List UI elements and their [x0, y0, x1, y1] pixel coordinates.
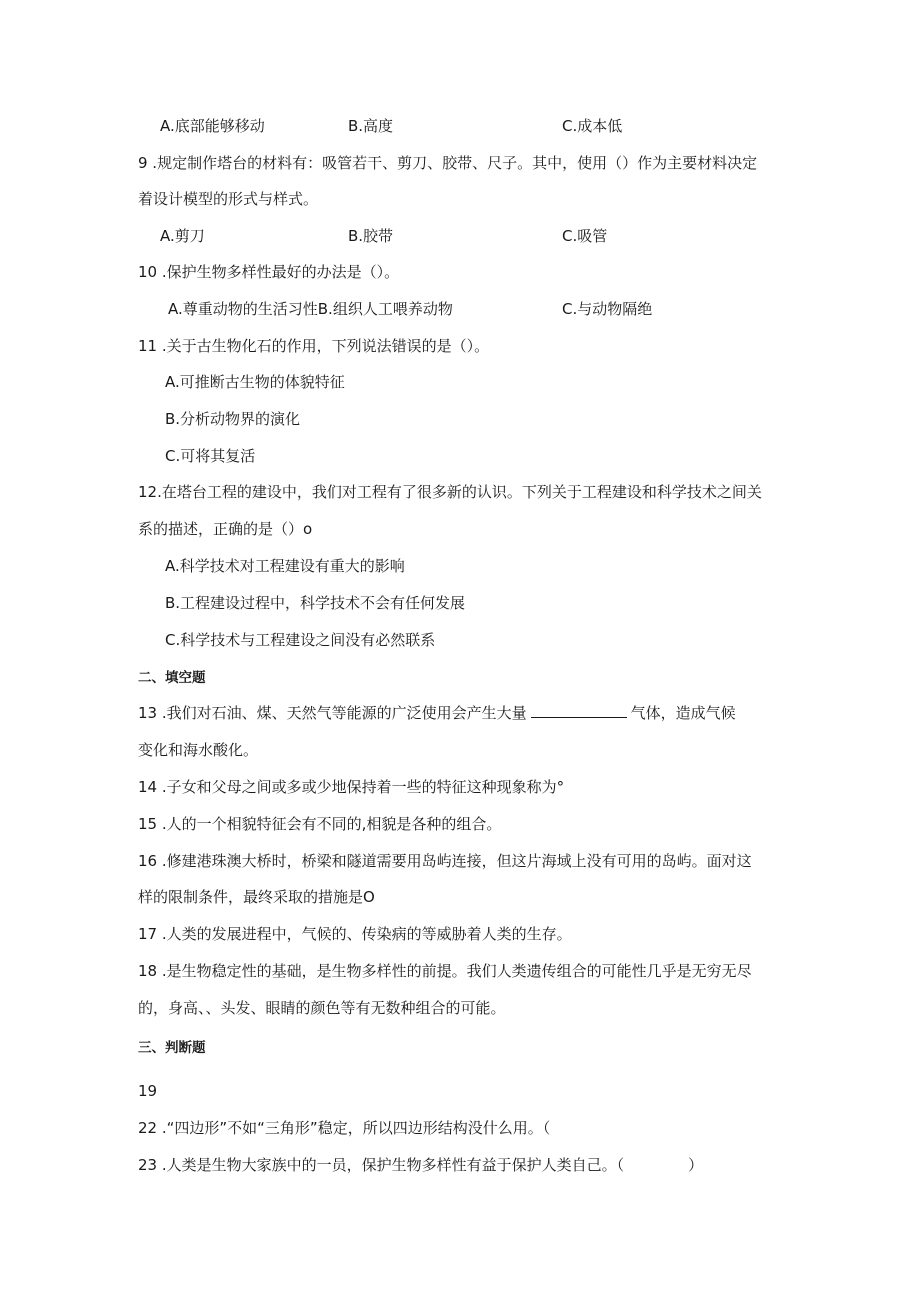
- q13-text-line2: 变化和海水酸化。: [138, 741, 259, 759]
- q23-text-pre: 23 .人类是生物大家族中的一员，保护生物多样性有益于保护人类自己。（: [138, 1156, 625, 1174]
- section-true-false-heading: 三、判断题: [138, 1040, 206, 1056]
- q13-text-post: 气体，造成气候: [630, 704, 736, 722]
- q13-text-pre: 13 .我们对石油、煤、天然气等能源的广泛使用会产生大量: [138, 704, 527, 722]
- q11-option-c: C.可将其复活: [165, 447, 256, 465]
- q13-text-line1: [138, 703, 736, 723]
- q16-text-line1: 16 .修建港珠澳大桥时，桥梁和隧道需要用岛屿连接，但这片海域上没有可用的岛屿。面对这: [138, 852, 752, 870]
- q9-text-line1: 9 .规定制作塔台的材料有：吸管若干、剪刀、胶带、尺子。其中，使用（）作为主要材料决定: [138, 154, 758, 172]
- q10-option-ab: A.尊重动物的生活习性B.组织人工喂养动物: [168, 300, 453, 318]
- q12-text-line1: 12.在塔台工程的建设中，我们对工程有了很多新的认识。下列关于工程建设和科学技术之间关: [138, 483, 762, 501]
- q12-option-a: A.科学技术对工程建设有重大的影响: [165, 557, 405, 575]
- q17-text: 17 .人类的发展进程中，气候的、传染病的等威胁着人类的生存。: [138, 925, 572, 943]
- q9-text-line2: 着设计模型的形式与样式。: [138, 190, 319, 208]
- q8-option-a: A.底部能够移动: [160, 117, 265, 135]
- q9-option-b: B.胶带: [348, 227, 394, 245]
- q8-option-c: C.成本低: [562, 117, 623, 135]
- q8-option-b: B.高度: [348, 117, 394, 135]
- q15-text: 15 .人的一个相貌特征会有不同的,相貌是各种的组合。: [138, 815, 502, 833]
- q18-text-line2: 的，身高、、头发、眼睛的颜色等有无数种组合的可能。: [138, 999, 506, 1017]
- q22-text: 22 .“四边形”不如“三角形”稳定，所以四边形结构没什么用。（: [138, 1119, 551, 1137]
- q23-text: [138, 1155, 703, 1175]
- q23-text-post: ）: [688, 1156, 704, 1174]
- q14-text: 14 .子女和父母之间或多或少地保持着一些的特征这种现象称为°: [138, 778, 565, 796]
- q12-option-c: C.科学技术与工程建设之间没有必然联系: [165, 631, 436, 649]
- q11-option-b: B.分析动物界的演化: [165, 410, 301, 428]
- q12-text-line2: 系的描述，正确的是（）o: [138, 520, 313, 538]
- q11-text: 11 .关于古生物化石的作用，下列说法错误的是（）。: [138, 337, 490, 355]
- q18-text-line1: 18 .是生物稳定性的基础，是生物多样性的前提。我们人类遗传组合的可能性几乎是无穷无尽: [138, 962, 752, 980]
- q11-option-a: A.可推断古生物的体貌特征: [165, 373, 345, 391]
- q16-text-line2: 样的限制条件，最终采取的措施是O: [138, 888, 375, 906]
- q13-answer-blank[interactable]: [531, 703, 627, 718]
- q9-option-c: C.吸管: [562, 227, 608, 245]
- q19-number: 19: [138, 1082, 158, 1100]
- q12-option-b: B.工程建设过程中，科学技术不会有任何发展: [165, 594, 466, 612]
- section-fill-in-blank-heading: 二、填空题: [138, 670, 206, 686]
- q10-option-c: C.与动物隔绝: [562, 300, 653, 318]
- q9-option-a: A.剪刀: [160, 227, 205, 245]
- q10-text: 10 .保护生物多样性最好的办法是（）。: [138, 263, 400, 281]
